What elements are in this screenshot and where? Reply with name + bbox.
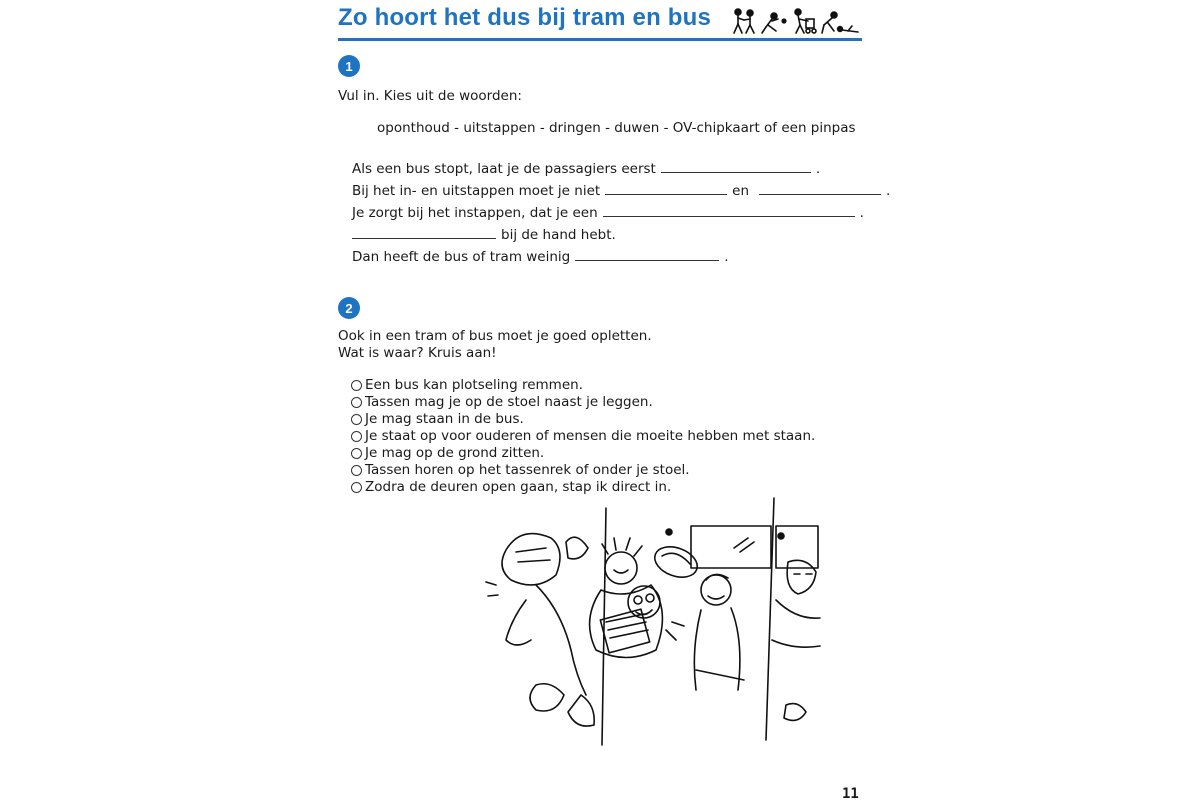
choice-4[interactable] (351, 428, 815, 445)
choice-7-label: Zodra de deuren open gaan, stap ik direct in. (365, 479, 672, 495)
word-bank: oponthoud - uitstappen - dringen - duwen - OV-chipkaart of een pinpas (377, 120, 856, 136)
choice-6[interactable] (351, 462, 690, 479)
sentence-5-end: . (724, 249, 729, 265)
blank-5[interactable] (352, 226, 496, 239)
blank-1[interactable] (661, 160, 811, 173)
choice-6-label: Tassen horen op het tassenrek of onder je stoel. (365, 462, 690, 478)
sentence-4-text: bij de hand hebt. (501, 227, 616, 243)
exercise-2-badge: 2 (338, 297, 360, 319)
page-title: Zo hoort het dus bij tram en bus (338, 4, 712, 31)
choice-2-label: Tassen mag je op de stoel naast je leggen. (365, 394, 653, 410)
sentence-2-text: Bij het in- en uitstappen moet je niet (352, 183, 601, 199)
sentence-5 (352, 248, 729, 266)
sentence-3-text: Je zorgt bij het instappen, dat je een (352, 205, 598, 221)
choice-5[interactable] (351, 445, 544, 462)
sentence-1-text: Als een bus stopt, laat je de passagiers eerst (352, 161, 656, 177)
choice-3-label: Je mag staan in de bus. (365, 411, 524, 427)
radio-circle-icon[interactable] (351, 431, 362, 442)
radio-circle-icon[interactable] (351, 482, 362, 493)
radio-circle-icon[interactable] (351, 465, 362, 476)
radio-circle-icon[interactable] (351, 414, 362, 425)
exercise-1-instruction: Vul in. Kies uit de woorden: (338, 88, 522, 104)
exercise-2-intro-1: Ook in een tram of bus moet je goed opletten. (338, 328, 652, 344)
cartoon-bus-illustration (476, 490, 826, 750)
radio-circle-icon[interactable] (351, 448, 362, 459)
sentence-1 (352, 160, 820, 178)
sentence-2 (352, 182, 890, 200)
choice-2[interactable] (351, 394, 653, 411)
exercise-2-intro-2: Wat is waar? Kruis aan! (338, 345, 497, 361)
radio-circle-icon[interactable] (351, 380, 362, 391)
choice-4-label: Je staat op voor ouderen of mensen die moeite hebben met staan. (365, 428, 816, 444)
blank-2[interactable] (605, 182, 727, 195)
sentence-3 (352, 204, 864, 222)
blank-4[interactable] (603, 204, 855, 217)
sentence-2-mid: en (732, 183, 750, 199)
sentence-5-text: Dan heeft de bus of tram weinig (352, 249, 571, 265)
blank-6[interactable] (575, 248, 719, 261)
choice-3[interactable] (351, 411, 524, 428)
sentence-1-end: . (815, 161, 821, 177)
radio-circle-icon[interactable] (351, 397, 362, 408)
choice-5-label: Je mag op de grond zitten. (365, 445, 545, 461)
exercise-1-badge: 1 (338, 55, 360, 77)
page-number: 11 (842, 786, 859, 802)
title-divider (338, 38, 862, 41)
choice-1-label: Een bus kan plotseling remmen. (365, 377, 583, 393)
sentence-3-end: . (859, 205, 864, 221)
pedestrians-icon (730, 7, 862, 35)
choice-1[interactable] (351, 377, 583, 394)
blank-3[interactable] (759, 182, 881, 195)
sentence-2-end: . (886, 183, 891, 199)
sentence-4 (352, 226, 616, 244)
